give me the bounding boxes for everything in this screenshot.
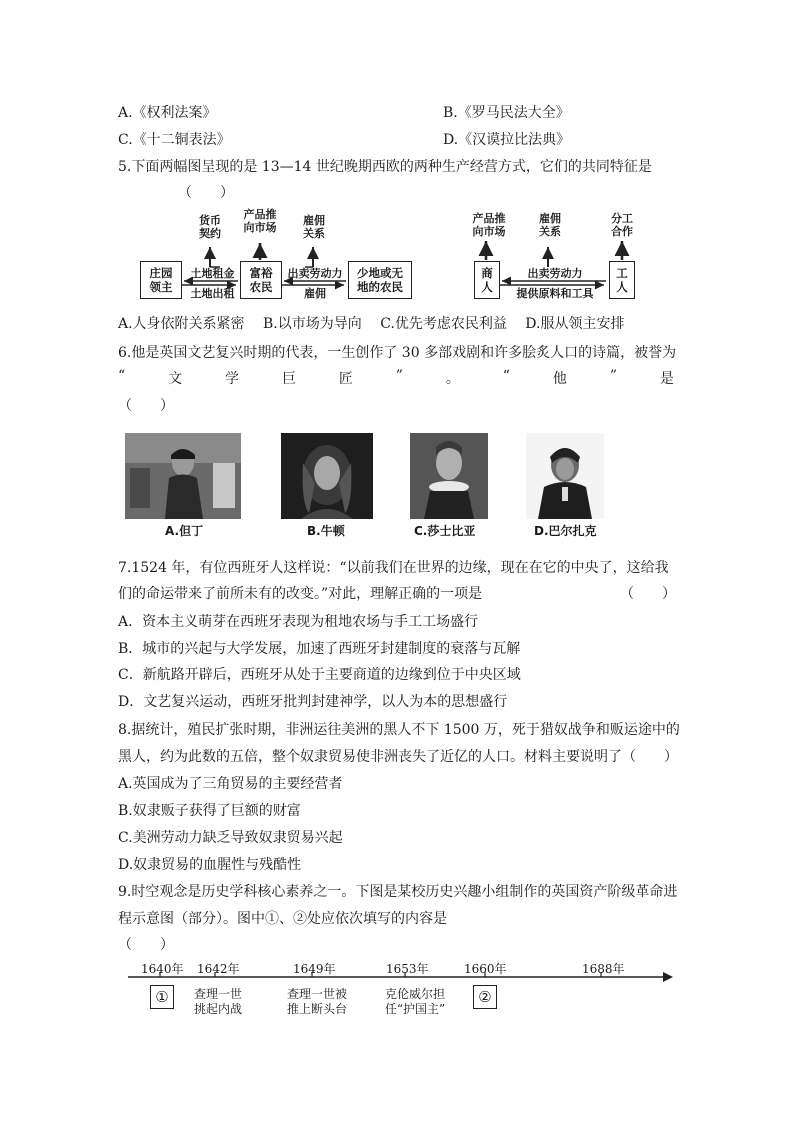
q9-answer-blank: （ ） bbox=[118, 937, 174, 953]
portrait-newton bbox=[281, 433, 373, 519]
label-product-market-right: 产品推 向市场 bbox=[472, 212, 506, 238]
caption-shakespeare: C.莎士比亚 bbox=[414, 524, 476, 538]
q6-quote-char: 学 bbox=[225, 371, 240, 387]
year-1642: 1642年 bbox=[197, 962, 240, 976]
timeline-axis bbox=[125, 970, 675, 984]
q8-option-d: D.奴隶贸易的血腥性与残酷性 bbox=[118, 857, 302, 873]
timeline-blank-2: ② bbox=[473, 985, 497, 1009]
year-1660: 1660年 bbox=[464, 962, 507, 976]
q8-option-b: B.奴隶贩子获得了巨额的财富 bbox=[118, 803, 301, 819]
portrait-shakespeare bbox=[410, 433, 488, 519]
right-diagram-arrows bbox=[460, 205, 650, 305]
q6-quote-char: “ bbox=[502, 368, 510, 384]
year-1653: 1653年 bbox=[386, 962, 429, 976]
box-worker: 工 人 bbox=[609, 261, 635, 299]
q6-quote-char: 匠 bbox=[338, 371, 353, 387]
year-1688: 1688年 bbox=[582, 962, 625, 976]
q4-option-d: D.《汉谟拉比法典》 bbox=[443, 132, 571, 148]
caption-balzac: D.巴尔扎克 bbox=[534, 524, 597, 538]
caption-dante: A.但丁 bbox=[165, 524, 204, 538]
left-diagram-arrows bbox=[130, 205, 420, 305]
year-1649: 1649年 bbox=[293, 962, 336, 976]
q5-options: A.人身依附关系紧密 B.以市场为导向 C.优先考虑农民利益 D.服从领主安排 bbox=[118, 316, 625, 332]
q4-option-c: C.《十二铜表法》 bbox=[118, 132, 231, 148]
event-1642: 查理一世 挑起内战 bbox=[193, 987, 242, 1016]
arrow-sell-labor-right-label: 出卖劳动力 bbox=[527, 267, 583, 280]
q8-option-c: C.美洲劳动力缺乏导致奴隶贸易兴起 bbox=[118, 830, 343, 846]
event-1649: 查理一世被 推上断头台 bbox=[286, 987, 347, 1016]
q7-option-b: B．城市的兴起与大学发展，加速了西班牙封建制度的衰落与瓦解 bbox=[118, 641, 521, 657]
q9-stem-line2: 程示意图（部分）。图中①、②处应依次填写的内容是 bbox=[118, 911, 447, 927]
portrait-balzac bbox=[526, 433, 604, 519]
arrow-land-rent-label: 土地租金 bbox=[190, 267, 235, 280]
box-manor-lord: 庄园 领主 bbox=[140, 261, 182, 299]
q6-quote-char: 。 bbox=[445, 371, 460, 387]
q7-stem-line1: 7.1524 年，有位西班牙人这样说：“以前我们在世界的边缘，现在在它的中央了，这给我 bbox=[118, 560, 669, 576]
label-hire-relation: 雇佣 关系 bbox=[303, 214, 325, 240]
q6-quote-char: “ bbox=[118, 368, 126, 384]
q6-quote-char: 他 bbox=[552, 371, 567, 387]
box-merchant: 商 人 bbox=[474, 261, 500, 299]
q6-quote-line bbox=[118, 368, 674, 388]
q7-option-a: A．资本主义萌芽在西班牙表现为租地农场与手工工场盛行 bbox=[118, 614, 479, 630]
box-rich-farmer: 富裕 农民 bbox=[240, 261, 282, 299]
q6-stem: 6.他是英国文艺复兴时期的代表，一生创作了 30 多部戏剧和许多脍炙人口的诗篇，被誉为 bbox=[118, 345, 677, 361]
q8-stem-line1: 8.据统计，殖民扩张时期，非洲运往美洲的黑人不下 1500 万，死于猎奴战争和贩运途中的 bbox=[118, 722, 680, 738]
arrow-sell-labor-label: 出卖劳动力 bbox=[287, 267, 343, 280]
q4-option-a: A.《权利法案》 bbox=[118, 105, 217, 121]
q6-quote-char: ” bbox=[609, 368, 617, 384]
label-currency-contract: 货币 契约 bbox=[199, 214, 221, 240]
q6-quote-char: 文 bbox=[168, 371, 183, 387]
q7-option-d: D．文艺复兴运动，西班牙批判封建神学，以人为本的思想盛行 bbox=[118, 694, 508, 710]
q5-stem: 5.下面两幅图呈现的是 13—14 世纪晚期西欧的两种生产经营方式，它们的共同特征是 bbox=[118, 159, 652, 175]
q6-quote-char: 是 bbox=[659, 371, 674, 387]
q8-option-a: A.英国成为了三角贸易的主要经营者 bbox=[118, 776, 343, 792]
timeline-blank-1: ① bbox=[150, 985, 174, 1009]
arrow-supply-label: 提供原料和工具 bbox=[516, 287, 594, 300]
q7-answer-blank: （ ） bbox=[620, 586, 676, 602]
caption-newton: B.牛顿 bbox=[307, 524, 345, 538]
label-division-cooperation: 分工 合作 bbox=[611, 212, 633, 238]
arrow-hire-label: 雇佣 bbox=[304, 287, 326, 300]
portrait-dante bbox=[125, 433, 241, 519]
q8-stem-line2: 黑人，约为此数的五倍，整个奴隶贸易使非洲丧失了近亿的人口。材料主要说明了（ ） bbox=[118, 749, 678, 765]
arrow-land-lease-label: 土地出租 bbox=[190, 287, 235, 300]
event-1653: 克伦威尔担 任“护国主” bbox=[384, 987, 446, 1016]
label-hire-relation-right: 雇佣 关系 bbox=[539, 212, 561, 238]
q6-quote-char: 巨 bbox=[281, 371, 296, 387]
q6-answer-blank: （ ） bbox=[118, 398, 174, 414]
q4-option-b: B.《罗马民法大全》 bbox=[443, 105, 570, 121]
year-1640: 1640年 bbox=[141, 962, 184, 976]
q5-answer-blank: （ ） bbox=[178, 185, 234, 201]
label-product-market: 产品推 向市场 bbox=[243, 208, 277, 234]
q9-stem-line1: 9.时空观念是历史学科核心素养之一。下图是某校历史兴趣小组制作的英国资产阶级革命进 bbox=[118, 884, 678, 900]
q7-option-c: C．新航路开辟后，西班牙从处于主要商道的边缘到位于中央区域 bbox=[118, 667, 521, 683]
box-landless-farmer: 少地或无 地的农民 bbox=[348, 261, 412, 299]
q6-quote-char: ” bbox=[395, 368, 403, 384]
q7-stem-line2: 们的命运带来了前所未有的改变。”对此，理解正确的一项是 bbox=[118, 586, 483, 602]
